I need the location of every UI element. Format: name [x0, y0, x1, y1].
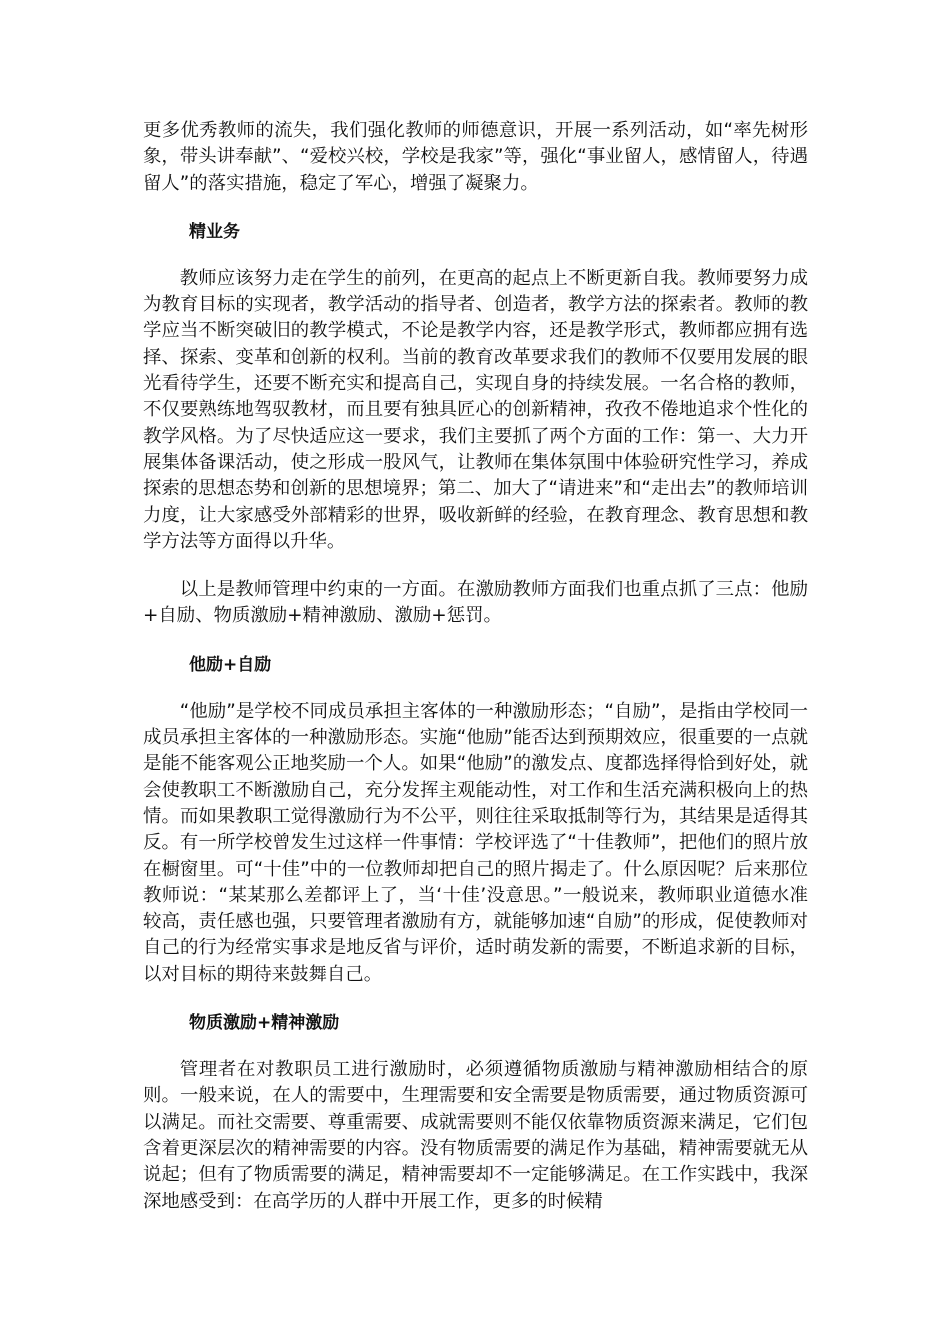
paragraph-professional-skills: 教师应该努力走在学生的前列，在更高的起点上不断更新自我。教师要努力成为教育目标的实现者，教学活动的指导者、创造者，教学方法的探索者。教师的教学应当不断突破旧的教学模式，不论是教学内容，还是教学形式，教师都应拥有选择、探索、变革和创新的权利。当前的教育改革要求我们的教师不仅要用发展的眼光看待学生，还要不断充实和提高自己，实现自身的持续发展。一名合格的教师，不仅要熟练地驾驭教材，而且要有独具匠心的创新精神，孜孜不倦地追求个性化的教学风格。为了尽快适应这一要求，我们主要抓了两个方面的工作：第一、大力开展集体备课活动，使之形成一股风气，让教师在集体氛围中体验研究性学习，养成探索的思想态势和创新的思想境界；第二、加大了“请进来”和“走出去”的教师培训力度，让大家感受外部精彩的世界，吸收新鲜的经验，在教育理念、教育思想和教学方法等方面得以升华。	[143, 267, 808, 552]
paragraph-teacher-ethics: 更多优秀教师的流失，我们强化教师的师德意识，开展一系列活动，如“率先树形象，带头讲奉献”、“爱校兴校，学校是我家”等，强化“事业留人，感情留人，待遇留人”的落实措施，稳定了军心，增强了凝聚力。	[143, 120, 808, 194]
paragraph-incentive-overview: 以上是教师管理中约束的一方面。在激励教师方面我们也重点抓了三点：他励+自励、物质激励+精神激励、激励+惩罚。	[143, 579, 808, 627]
document-page	[143, 118, 808, 1215]
heading-external-self-incentive: 他励+自励	[189, 654, 272, 675]
paragraph-material-spiritual-incentive: 管理者在对教职员工进行激励时，必须遵循物质激励与精神激励相结合的原则。一般来说，在人的需要中，生理需要和安全需要是物质需要，通过物质资源可以满足。而社交需要、尊重需要、成就需要则不能仅依靠物质资源来满足，它们包含着更深层次的精神需要的内容。没有物质需要的满足作为基础，精神需要就无从说起；但有了物质需要的满足，精神需要却不一定能够满足。在工作实践中，我深深地感受到：在高学历的人群中开展工作，更多的时候精	[143, 1059, 808, 1212]
heading-material-spiritual-incentive: 物质激励+精神激励	[189, 1013, 340, 1034]
paragraph-external-self-incentive: “他励”是学校不同成员承担主客体的一种激励形态；“自励”，是指由学校同一成员承担主客体的一种激励形态。实施“他励”能否达到预期效应，很重要的一点就是能不能客观公正地奖励一个人。如果“他励”的激发点、度都选择得恰到好处，就会使教职工不断激励自己，充分发挥主观能动性，对工作和生活充满积极向上的热情。而如果教职工觉得激励行为不公平，则往往采取抵制等行为，其结果是适得其反。有一所学校曾发生过这样一件事情：学校评选了“十佳教师”，把他们的照片放在橱窗里。可“十佳”中的一位教师却把自己的照片揭走了。什么原因呢？后来那位教师说：“某某那么差都评上了，当‘十佳’没意思。”一般说来，教师职业道德水准较高，责任感也强，只要管理者激励有方，就能够加速“自励”的形成，促使教师对自己的行为经常实事求是地反省与评价，适时萌发新的需要，不断追求新的目标，以对目标的期待来鼓舞自己。	[143, 700, 808, 985]
heading-professional-skills: 精业务	[189, 221, 240, 242]
